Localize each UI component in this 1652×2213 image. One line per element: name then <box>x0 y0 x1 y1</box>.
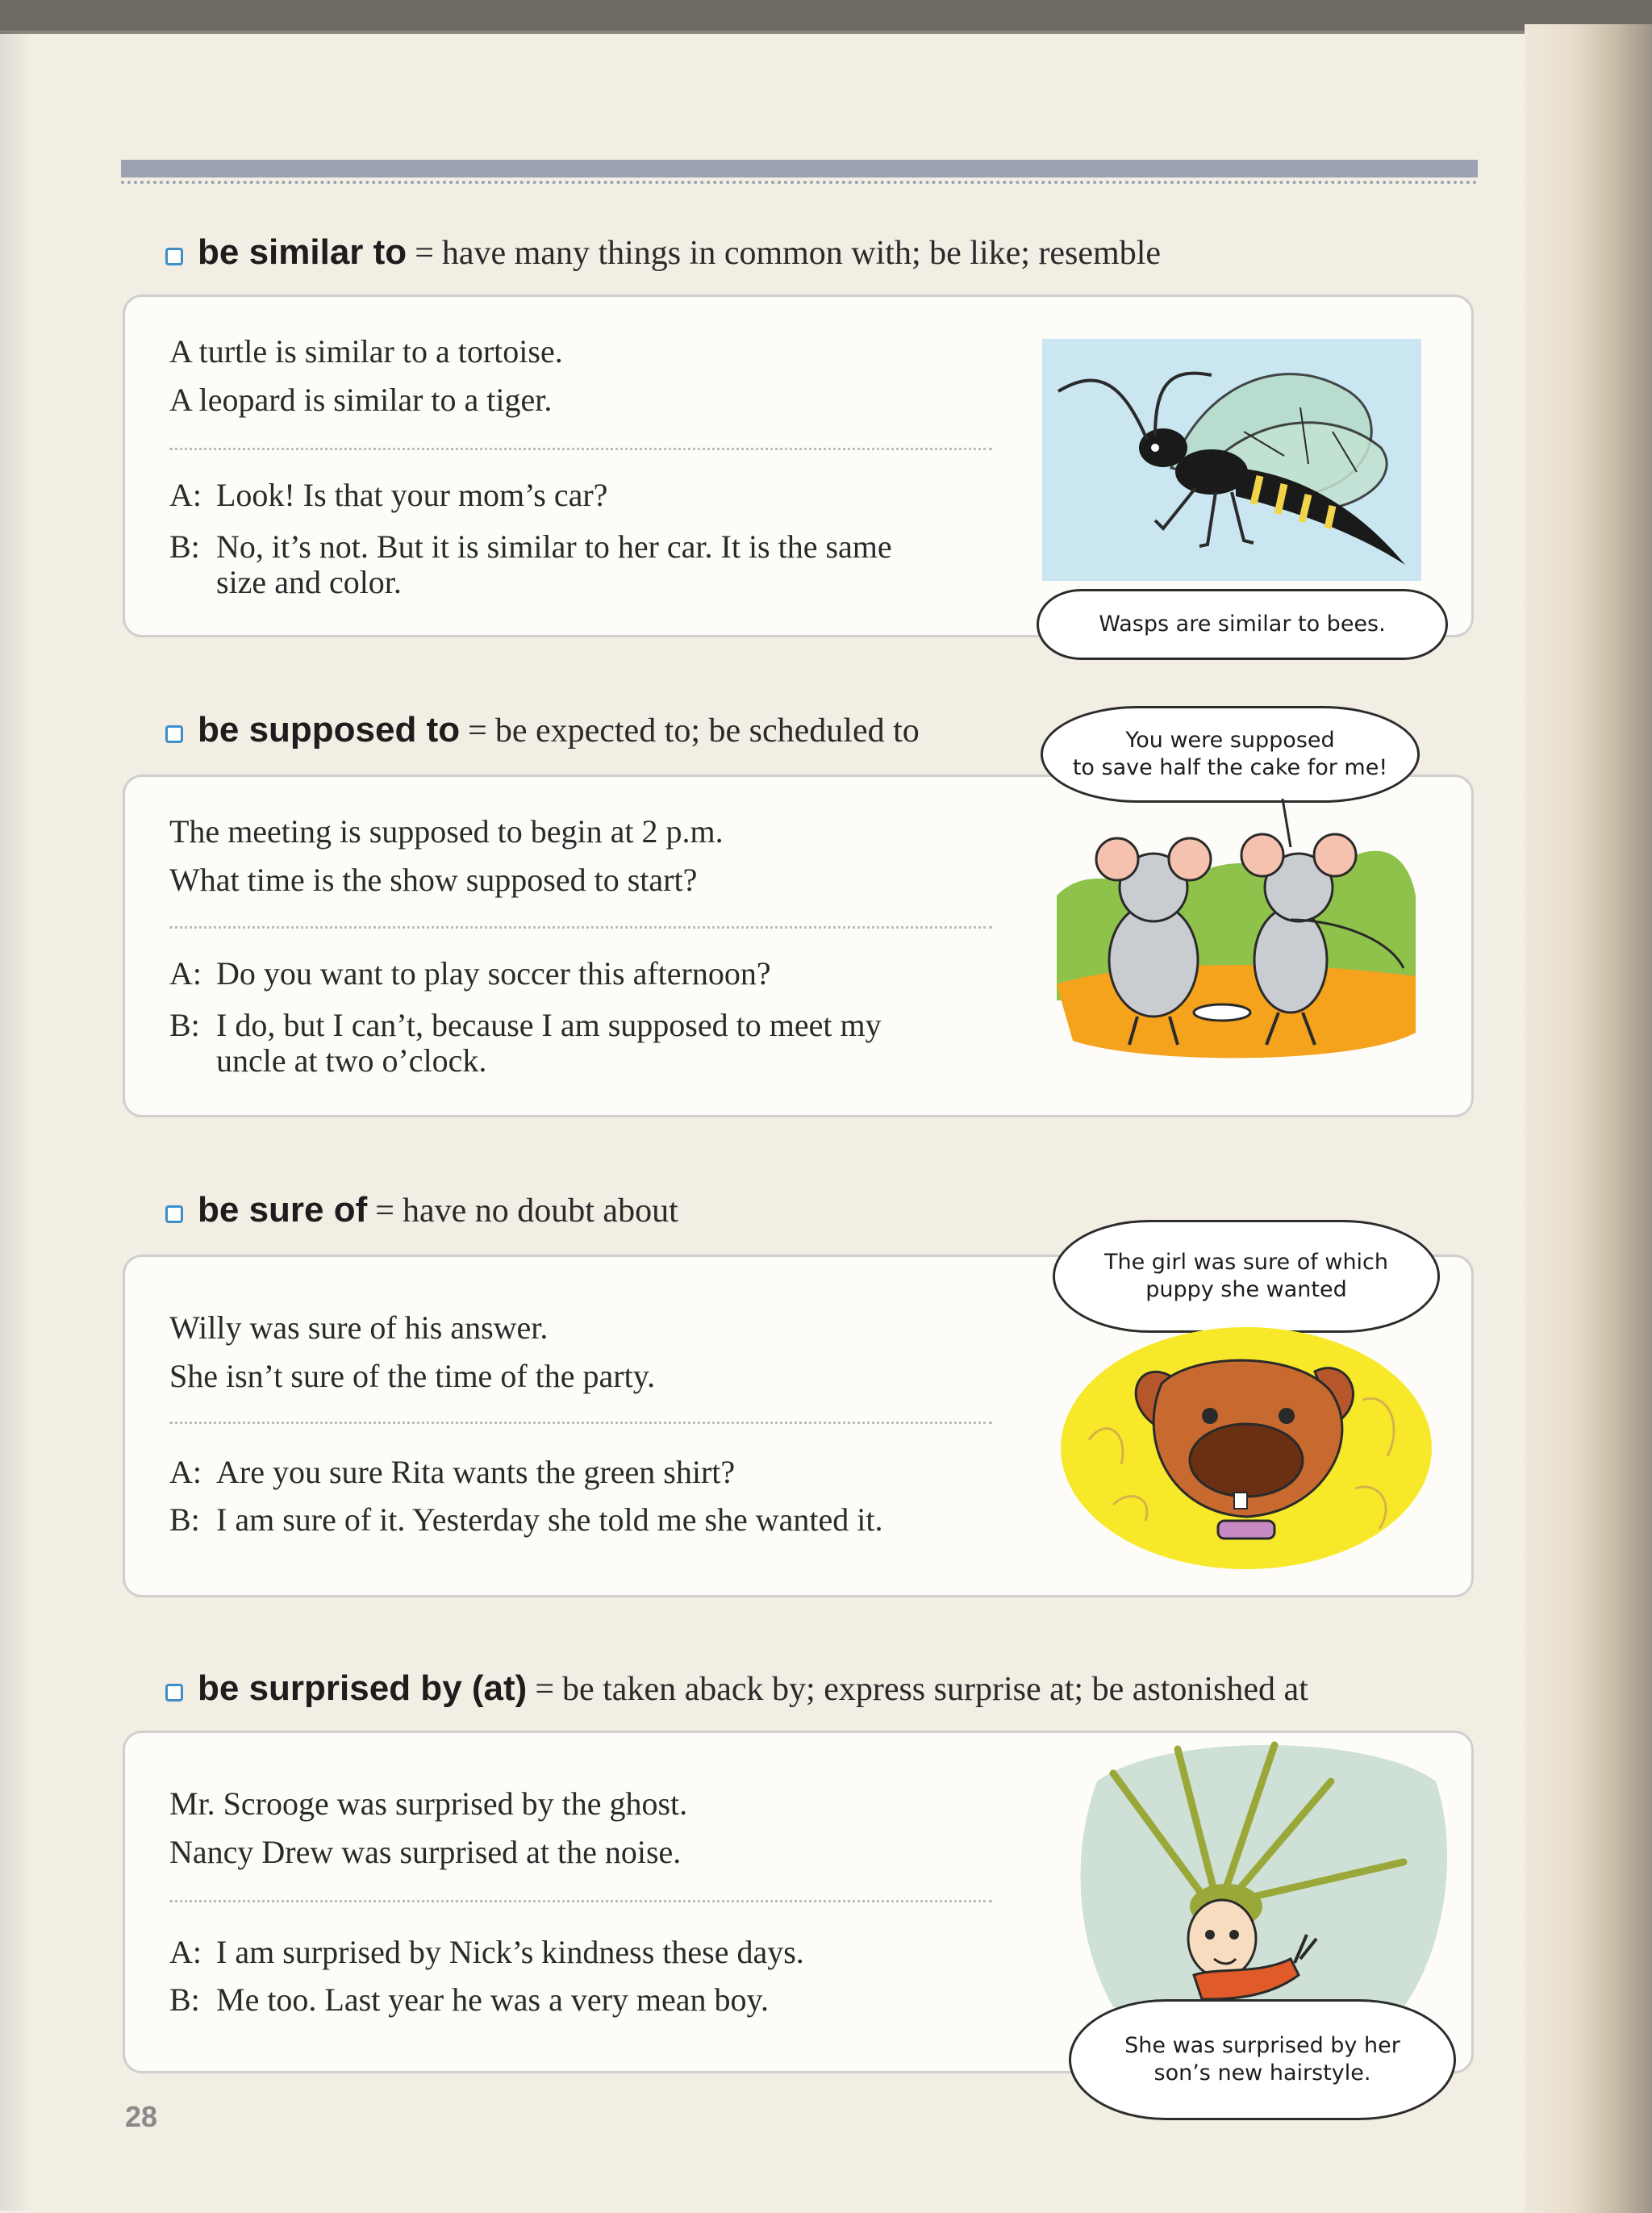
section-heading-similar <box>165 232 1161 273</box>
example-sentence: Willy was sure of his answer. <box>169 1309 549 1346</box>
checkbox-icon <box>165 1205 183 1223</box>
speaker-label: A: <box>169 477 202 513</box>
speech-cloud <box>1041 706 1420 803</box>
caption-text: Wasps are similar to bees. <box>1099 612 1386 637</box>
header-dotted-rule <box>121 181 1478 184</box>
dialogue-text: Are you sure Rita wants the green shirt? <box>216 1454 736 1490</box>
phrase: be surprised by (at) <box>198 1668 528 1708</box>
phrase: be similar to <box>198 232 407 272</box>
dialogue-line <box>169 1982 769 2018</box>
page-number: 28 <box>125 2100 158 2133</box>
dialogue-text: I am surprised by Nick’s kindness these days. <box>216 1934 804 1970</box>
equals-sign: = <box>415 235 434 272</box>
speech-text: to save half the cake for me! <box>1072 755 1388 780</box>
puppy-illustration <box>1057 1327 1436 1577</box>
definition: be expected to; be scheduled to <box>494 712 920 749</box>
speaker-label: B: <box>169 1501 200 1538</box>
phrase: be sure of <box>198 1190 368 1230</box>
dialogue-text-continued: uncle at two o’clock. <box>216 1042 487 1079</box>
speech-text: You were supposed <box>1125 728 1335 753</box>
caption-text: She was surprised by her <box>1124 2033 1400 2058</box>
section-heading-sure <box>165 1190 678 1230</box>
caption-cloud <box>1053 1220 1440 1333</box>
checkbox-icon <box>165 1684 183 1702</box>
phrase: be supposed to <box>198 710 461 749</box>
dialogue-text: Look! Is that your mom’s car? <box>216 477 608 513</box>
dialogue-line <box>169 1502 883 1538</box>
page-shadow <box>0 32 32 2211</box>
speaker-label: B: <box>169 1981 200 2018</box>
dotted-divider <box>169 926 992 929</box>
dialogue-line <box>169 956 771 992</box>
dialogue-text: I am sure of it. Yesterday she told me she wanted it. <box>216 1501 883 1538</box>
section-heading-supposed <box>165 710 920 750</box>
wasp-illustration <box>1042 335 1437 601</box>
example-sentence: A leopard is similar to a tiger. <box>169 382 553 418</box>
example-sentence: She isn’t sure of the time of the party. <box>169 1358 656 1394</box>
speaker-label: B: <box>169 528 200 565</box>
caption-text: puppy she wanted <box>1145 1277 1347 1302</box>
dotted-divider <box>169 1422 992 1424</box>
dialogue-line <box>169 1455 735 1490</box>
checkbox-icon <box>165 725 183 743</box>
spiky-hair-illustration <box>1065 1733 1452 2040</box>
dotted-divider <box>169 1900 992 1902</box>
definition: be taken aback by; express surprise at; be astonished at <box>562 1671 1308 1708</box>
dialogue-text: No, it’s not. But it is similar to her car. It is the same <box>216 528 892 565</box>
equals-sign: = <box>535 1671 554 1708</box>
header-bar <box>121 160 1478 177</box>
dialogue-line <box>169 1008 882 1079</box>
dialogue-text: Do you want to play soccer this afternoon? <box>216 955 771 992</box>
example-sentence: Mr. Scrooge was surprised by the ghost. <box>169 1785 688 1822</box>
mice-illustration <box>1049 799 1428 1073</box>
dialogue-text: I do, but I can’t, because I am supposed to meet my <box>216 1007 882 1043</box>
caption-text: The girl was sure of which <box>1103 1250 1389 1275</box>
definition: have many things in common with; be like; resemble <box>441 235 1162 272</box>
caption-cloud <box>1037 589 1448 660</box>
section-heading-surprised <box>165 1668 1308 1709</box>
example-sentence: A turtle is similar to a tortoise. <box>169 333 563 370</box>
caption-text: son’s new hairstyle. <box>1153 2061 1371 2086</box>
equals-sign: = <box>468 712 487 749</box>
definition: have no doubt about <box>402 1192 678 1230</box>
dialogue-text-continued: size and color. <box>216 564 402 600</box>
dialogue-line <box>169 478 607 513</box>
caption-cloud <box>1069 1999 1456 2120</box>
page-binding-edge <box>1525 24 1652 2213</box>
speaker-label: B: <box>169 1007 200 1043</box>
dialogue-line <box>169 1935 804 1970</box>
speaker-label: A: <box>169 1934 202 1970</box>
dialogue-line <box>169 529 892 600</box>
dotted-divider <box>169 448 992 450</box>
speaker-label: A: <box>169 1454 202 1490</box>
example-sentence: Nancy Drew was surprised at the noise. <box>169 1834 682 1870</box>
example-sentence: What time is the show supposed to start? <box>169 862 698 898</box>
dialogue-text: Me too. Last year he was a very mean boy. <box>216 1981 769 2018</box>
equals-sign: = <box>375 1192 394 1230</box>
example-sentence: The meeting is supposed to begin at 2 p.m. <box>169 813 724 850</box>
checkbox-icon <box>165 248 183 265</box>
speaker-label: A: <box>169 955 202 992</box>
